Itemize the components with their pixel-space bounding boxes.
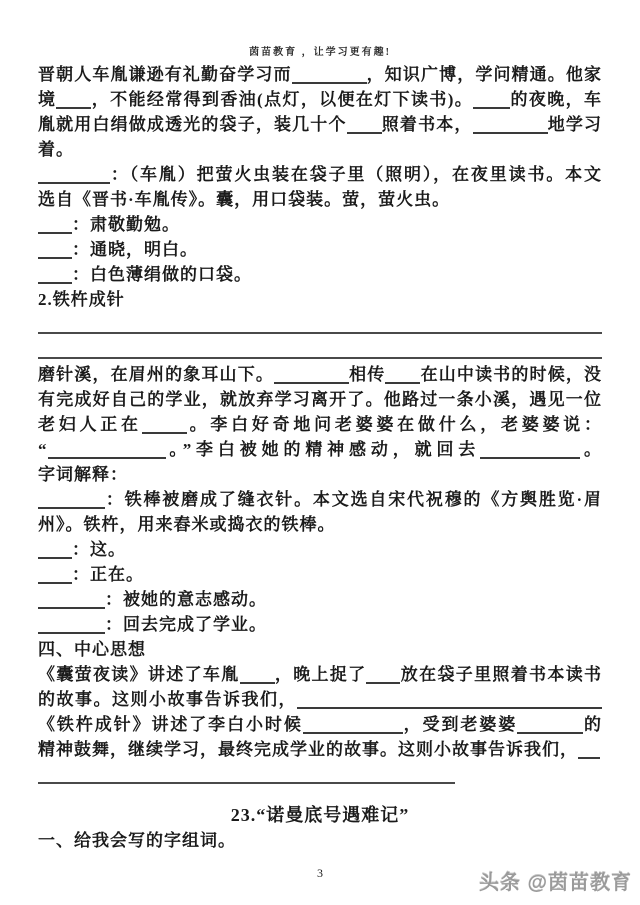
blank-field: [38, 563, 72, 584]
answer-rule-line: [38, 337, 602, 362]
text-line: [38, 612, 602, 637]
blank-field: [517, 713, 583, 734]
document-body: [38, 62, 602, 853]
text-run: 有完成好自己的学业，就放弃学习离开了。他路过一条小溪，遇见一位: [38, 390, 602, 409]
text-line: [38, 287, 602, 312]
text-line: [38, 387, 602, 412]
blank-field: [38, 613, 105, 634]
text-run: ，不能经常得到香油(点灯，以便在灯下读书)。: [91, 90, 474, 109]
text-run: ：铁棒被磨成了缝衣针。本文选自宋代祝穆的《方舆胜览·眉: [105, 490, 602, 509]
text-run: 地学习: [547, 115, 603, 134]
text-line: [38, 687, 602, 712]
blank-field: [292, 63, 367, 84]
text-run: 精神鼓舞，继续学习，最终完成学业的故事。这则小故事告诉我们，: [38, 740, 578, 759]
text-run: 《囊萤夜读》讲述了车胤: [38, 665, 240, 684]
text-run: 一、给我会写的字组词。: [38, 831, 236, 850]
text-line: [38, 412, 602, 437]
text-run: ：正在。: [72, 565, 144, 584]
text-line: [38, 562, 602, 587]
blank-field: [38, 163, 110, 184]
blank-field: [56, 88, 91, 109]
text-run: 晋朝人车胤谦逊有礼勤奋学习而: [38, 65, 292, 84]
blank-field: [347, 113, 382, 134]
answer-rule-line: [38, 312, 602, 337]
text-line: [38, 737, 602, 762]
blank-field: [578, 738, 600, 759]
text-line: [38, 537, 602, 562]
text-run: 相传: [349, 365, 386, 384]
text-run: 磨针溪，在眉州的象耳山下。: [38, 365, 274, 384]
blank-field: [274, 363, 349, 384]
text-run: ：通晓，明白。: [72, 240, 198, 259]
blank-field: [38, 213, 72, 234]
text-run: 在山中读书的时候，没: [420, 365, 603, 384]
text-run: 照着书本，: [381, 115, 473, 134]
answer-rule-line: [38, 762, 602, 787]
text-run: “: [38, 440, 48, 459]
text-run: ：（车胤）把萤火虫装在袋子里（照明），在夜里读书。本文: [110, 165, 602, 184]
blank-field: [303, 713, 403, 734]
text-line: [38, 262, 602, 287]
blank-field: [297, 688, 602, 709]
text-run: ：白色薄绢做的口袋。: [72, 265, 252, 284]
text-run: ：肃敬勤勉。: [72, 215, 180, 234]
text-line: [38, 637, 602, 662]
text-line: [38, 112, 602, 137]
text-run: 胤就用白绢做成透光的袋子，装几十个: [38, 115, 347, 134]
text-run: 州》。铁杵，用来舂米或捣衣的铁棒。: [38, 515, 336, 534]
text-line: [38, 187, 602, 212]
blank-field: [480, 438, 580, 459]
blank-field: [366, 663, 400, 684]
text-line: [38, 87, 602, 112]
text-run: ，受到老婆婆: [402, 715, 518, 734]
text-run: 放在袋子里照着书本读书: [400, 665, 603, 684]
text-run: ：回去完成了学业。: [105, 615, 267, 634]
text-line: [38, 137, 602, 162]
text-line: [38, 162, 602, 187]
text-line: [38, 487, 602, 512]
text-line: [38, 237, 602, 262]
blank-field: [142, 413, 187, 434]
text-run: 的夜晚，车: [510, 90, 603, 109]
text-run: ，晚上捉了: [274, 665, 367, 684]
text-run: 老妇人正在: [38, 415, 142, 434]
text-run: 2.铁杵成针: [38, 290, 125, 309]
text-line: [38, 212, 602, 237]
text-run: 着。: [38, 140, 74, 159]
lesson-title: 23.“诺曼底号遇难记”: [230, 805, 410, 825]
text-run: 字词解释：: [38, 465, 128, 484]
text-run: ：这。: [72, 540, 126, 559]
text-run: 的故事。这则小故事告诉我们，: [38, 690, 297, 709]
text-run: 选自《晋书·车胤传》。囊，用口袋装。萤，萤火虫。: [38, 190, 451, 209]
text-run: 。: [580, 440, 603, 459]
text-line: [38, 462, 602, 487]
text-run: 。李白好奇地问老婆婆在做什么，老婆婆说：: [186, 415, 603, 434]
text-line: [38, 587, 602, 612]
header-slogan: 茵苗教育 ，让学习更有趣!: [249, 47, 391, 58]
blank-field: [38, 263, 72, 284]
text-line: [38, 362, 602, 387]
blank-field: [38, 588, 105, 609]
blank-field: [473, 113, 548, 134]
answer-rule: [38, 782, 455, 784]
text-run: 。”李白被她的精神感动，就回去: [165, 440, 481, 459]
text-run: 的: [583, 715, 603, 734]
text-line: [38, 62, 602, 87]
blank-field: [38, 238, 72, 259]
blank-field: [473, 88, 510, 109]
page-number: 3: [317, 866, 323, 880]
blank-field: [38, 488, 105, 509]
answer-rule: [38, 357, 602, 359]
text-line: [38, 512, 602, 537]
text-run: 《铁杵成针》讲述了李白小时候: [38, 715, 303, 734]
answer-rule: [38, 332, 602, 334]
blank-field: [48, 438, 166, 459]
blank-field: [385, 363, 420, 384]
watermark: 头条 @茵苗教育: [478, 872, 632, 894]
text-line: [38, 712, 602, 737]
text-run: 四、中心思想: [38, 640, 146, 659]
text-run: 境: [38, 90, 57, 109]
blank-field: [38, 538, 72, 559]
text-line: [38, 828, 602, 853]
text-line: [38, 662, 602, 687]
text-run: ：被她的意志感动。: [105, 590, 267, 609]
text-run: ，知识广博，学问精通。他家: [366, 65, 603, 84]
blank-field: [240, 663, 275, 684]
text-line: [38, 437, 602, 462]
